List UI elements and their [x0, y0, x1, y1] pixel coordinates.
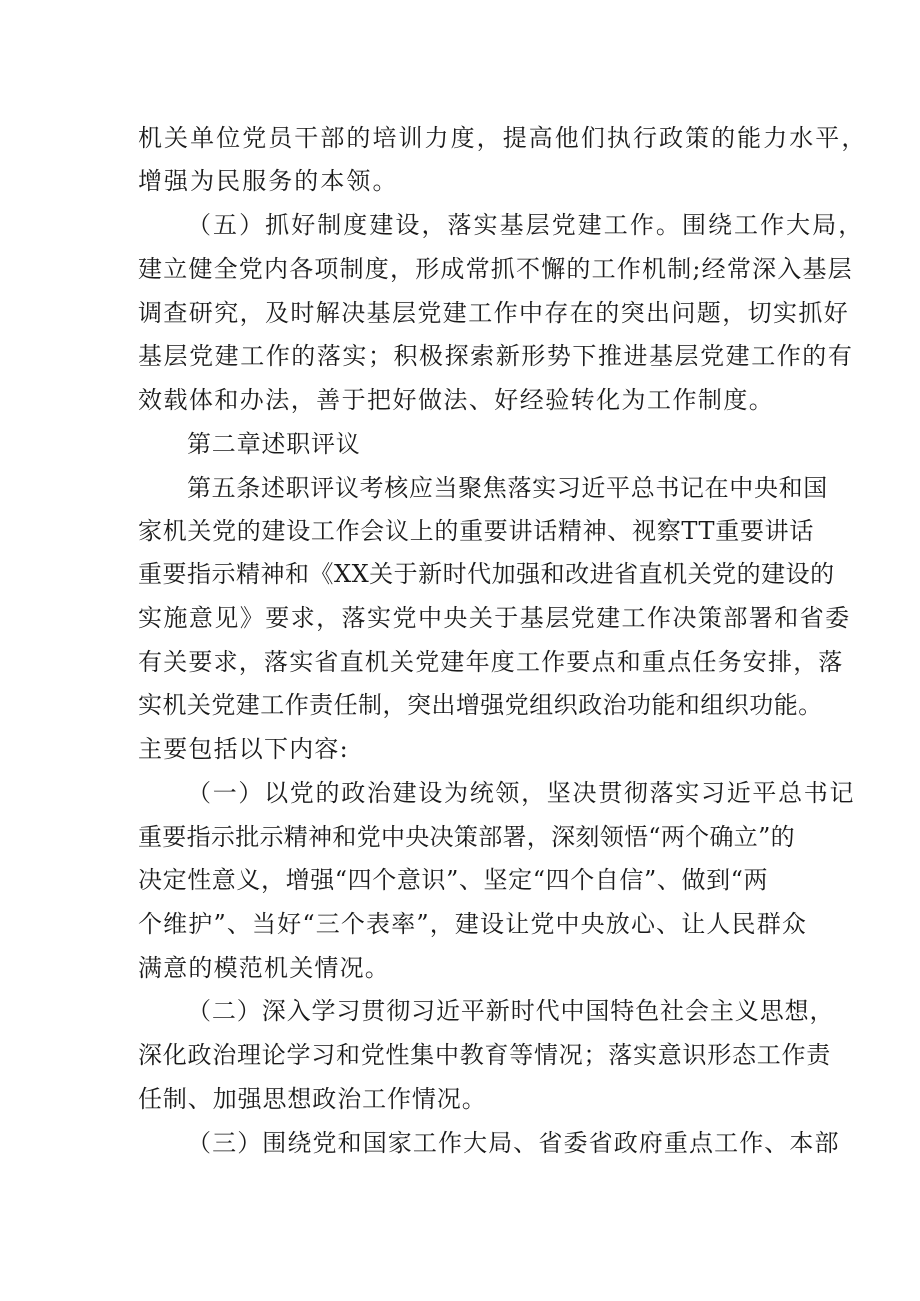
text-line: 增强为民服务的本领。	[138, 167, 399, 195]
text-line: 建立健全党内各项制度，形成常抓不懈的工作机制;经常深入基层	[138, 255, 853, 283]
paragraph-start: （三）围绕党和国家工作大局、省委省政府重点工作、本部	[187, 1129, 840, 1157]
text-line: 有关要求，落实省直机关党建年度工作要点和重点任务安排，落	[138, 648, 844, 676]
text-line: 任制、加强思想政治工作情况。	[138, 1085, 487, 1113]
text-line: 效载体和办法，善于把好做法、好经验转化为工作制度。	[138, 386, 775, 414]
text-line: 主要包括以下内容:	[138, 735, 349, 763]
text-line: 个维护”、当好“三个表率”，建设让党中央放心、让人民群众	[138, 910, 808, 938]
text-line: 深化政治理论学习和党性集中教育等情况；落实意识形态工作责	[138, 1041, 831, 1069]
text-line: 实施意见》要求，落实党中央关于基层党建工作决策部署和省委	[138, 604, 851, 632]
chapter-heading: 第二章述职评议	[187, 430, 361, 458]
paragraph-start: 第五条述职评议考核应当聚焦落实习近平总书记在中央和国	[187, 474, 828, 502]
text-line: 调查研究，及时解决基层党建工作中存在的突出问题，切实抓好	[138, 299, 850, 327]
text-line: 基层党建工作的落实；积极探索新形势下推进基层党建工作的有	[138, 342, 854, 370]
paragraph-start: （二）深入学习贯彻习近平新时代中国特色社会主义思想，	[187, 997, 835, 1025]
text-line: 重要指示精神和《XX关于新时代加强和改进省直机关党的建设的	[138, 560, 835, 588]
text-line: 满意的模范机关情况。	[138, 954, 390, 982]
text-line: 机关单位党员干部的培训力度，提高他们执行政策的能力水平，	[138, 124, 868, 152]
text-line: 实机关党建工作责任制，突出增强党组织政治功能和组织功能。	[138, 691, 823, 719]
text-line: 重要指示批示精神和党中央决策部署，深刻领悟“两个确立”的	[138, 823, 795, 851]
text-line: 决定性意义，增强“四个意识”、坚定“四个自信”、做到“两	[138, 866, 769, 894]
text-line: 家机关党的建设工作会议上的重要讲话精神、视察TT重要讲话	[138, 517, 815, 545]
paragraph-start: （一）以党的政治建设为统领，坚决贯彻落实习近平总书记	[187, 779, 856, 807]
paragraph-start: （五）抓好制度建设，落实基层党建工作。围绕工作大局，	[187, 211, 865, 239]
